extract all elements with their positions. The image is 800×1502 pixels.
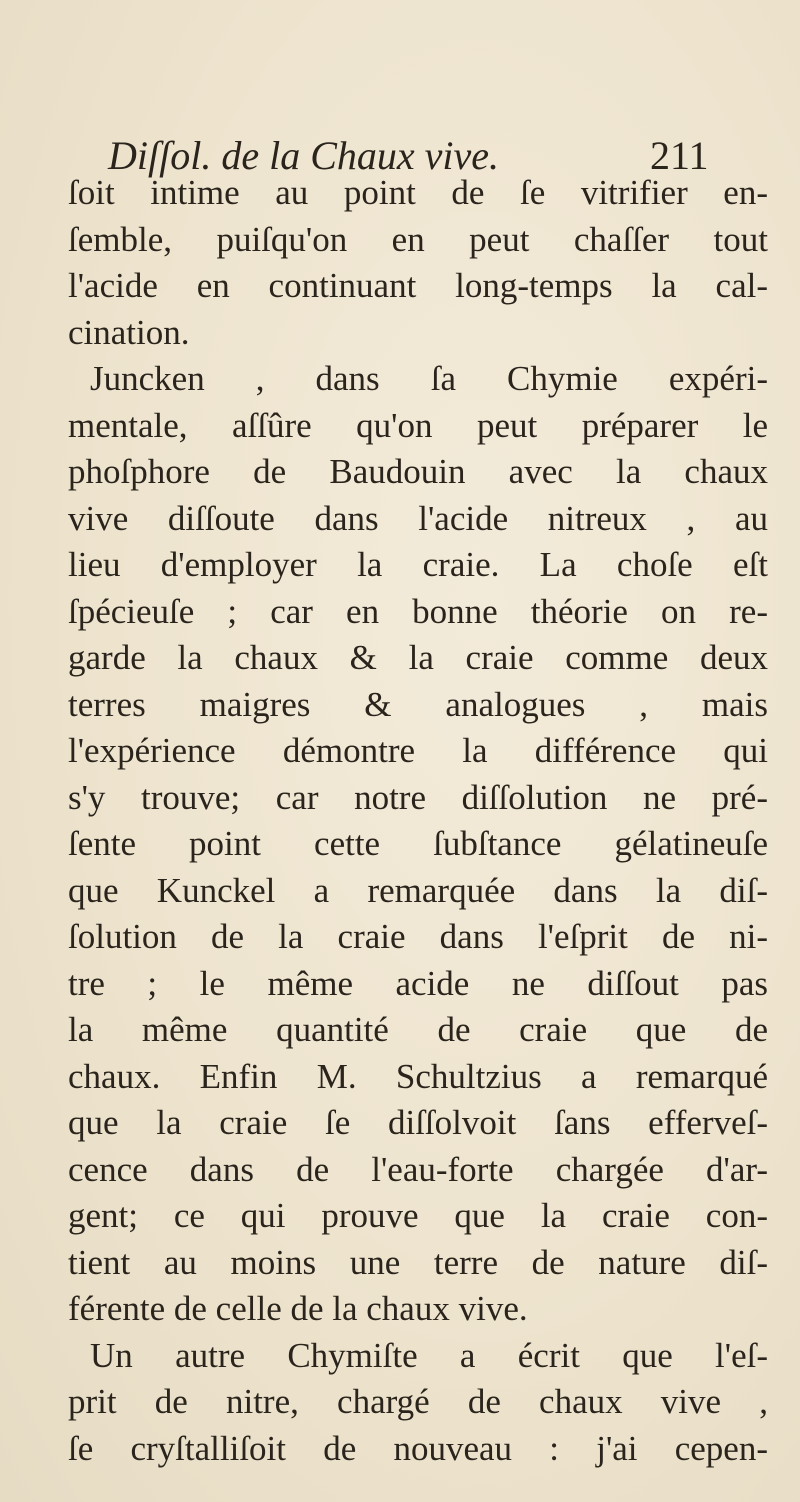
- text-line: ſpécieuſe ; car en bonne théorie on re-: [68, 591, 768, 631]
- text-line: l'expérience démontre la différence qui: [68, 731, 768, 770]
- body-text: [68, 170, 768, 1472]
- text-line: que Kunckel a remarquée dans la diſ-: [68, 870, 768, 910]
- text-line: que la craie ſe diſſolvoit ſans efferveſ-: [68, 1103, 768, 1142]
- text-line: cination.: [68, 312, 190, 352]
- text-line: ſemble, puiſqu'on en peut chaſſer tout: [68, 219, 768, 259]
- text-line: ſe cryſtalliſoit de nouveau : j'ai cepen-: [68, 1428, 768, 1468]
- text-line: chaux. Enfin M. Schultzius a remarqué: [68, 1056, 768, 1096]
- text-line: gent; ce qui prouve que la craie con-: [68, 1196, 768, 1235]
- text-line: phoſphore de Baudouin avec la chaux: [68, 452, 768, 491]
- text-line: Un autre Chymiſte a écrit que l'eſ-: [90, 1335, 768, 1375]
- text-line: tient au moins une terre de nature diſ-: [68, 1242, 768, 1282]
- text-line: cence dans de l'eau-forte chargée d'ar-: [68, 1149, 768, 1189]
- text-line: lieu d'employer la craie. La choſe eſt: [68, 545, 768, 584]
- text-line: l'acide en continuant long-temps la cal-: [68, 266, 768, 305]
- text-line: garde la chaux & la craie comme deux: [68, 638, 768, 677]
- text-line: ſolution de la craie dans l'eſprit de ni-: [68, 917, 768, 956]
- text-line: prit de nitre, chargé de chaux vive ,: [68, 1382, 768, 1421]
- text-line: vive diſſoute dans l'acide nitreux , au: [68, 498, 768, 538]
- text-line: ſente point cette ſubſtance gélatineuſe: [68, 824, 768, 863]
- text-line: s'y trouve; car notre diſſolution ne pré-: [68, 777, 768, 817]
- page-number: 211: [650, 133, 709, 178]
- running-title: Diſſol. de la Chaux vive.: [108, 133, 500, 178]
- text-line: tre ; le même acide ne diſſout pas: [68, 963, 768, 1003]
- text-line: ſoit intime au point de ſe vitrifier en-: [68, 173, 768, 212]
- text-line: terres maigres & analogues , mais: [68, 684, 768, 724]
- text-line: mentale, aſſûre qu'on peut préparer le: [68, 405, 768, 445]
- text-line: la même quantité de craie que de: [68, 1010, 768, 1049]
- text-line: Juncken , dans ſa Chymie expéri-: [90, 359, 768, 398]
- text-line: férente de celle de la chaux vive.: [68, 1289, 528, 1328]
